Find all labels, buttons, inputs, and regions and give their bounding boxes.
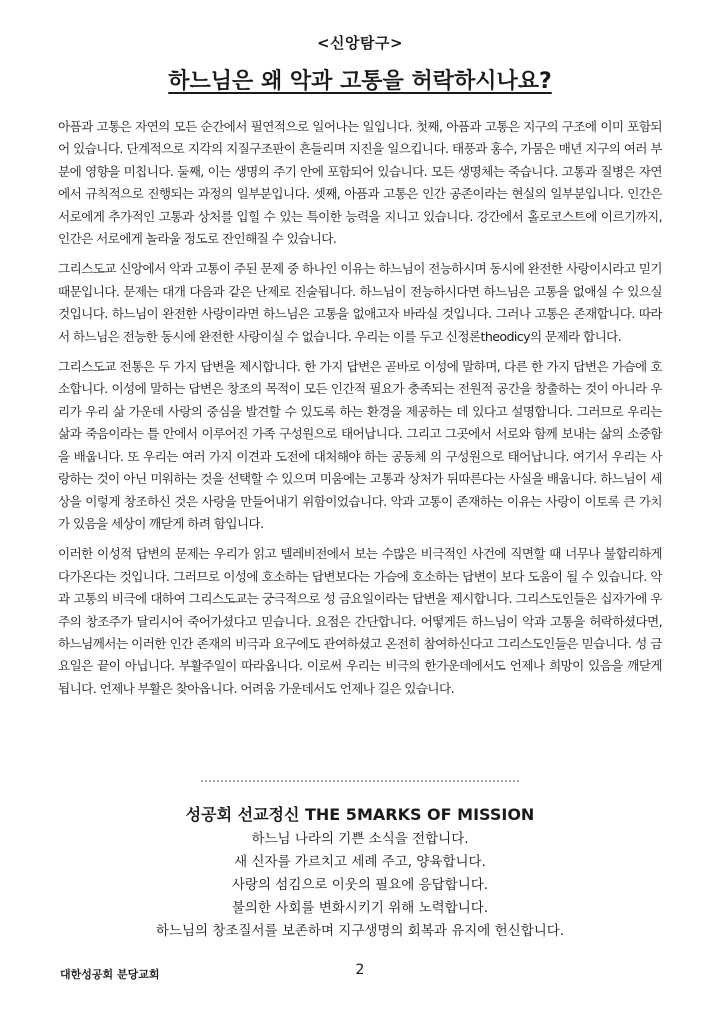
mark-item: 불의한 사회를 변화시키기 위해 노력합니다. [231,900,489,916]
page-title [0,64,720,95]
marks-title: 성공회 선교정신 THE 5MARKS OF MISSION [185,805,535,824]
footer-church-name: 대한성공회 분당교회 [60,968,160,981]
mark-item: 하느님의 창조질서를 보존하며 지구생명의 회복과 유지에 헌신합니다. [155,923,565,939]
article-paragraph: 그리스도교 신앙에서 악과 고통이 주된 문제 중 하나인 이유는 하느님이 전능하시며 동시에 완전한 사랑이시라고 믿기 때문입니다. 문제는 대개 다음과 같은 난제로 진술됩니다. 하느님이 전능하시다면 하느님은 고통을 없애실 수 있으실 것입니다. 하느님이 완전한 사랑이라면 하느님은 고통을 없애고자 바라실 것입니다. 그러나 고통은 존재합니다. 따라서 하느님은 전능한 동시에 완전한 사랑이실 수 없습니다. 우리는 이를 두고 신정론theodicy의 문제라 합니다. [58,261,662,344]
mark-item: 새 신자를 가르치고 세례 주고, 양육합니다. [234,854,486,870]
dotted-divider [200,779,520,783]
marks-list [0,828,720,943]
mark-item: 사랑의 섬김으로 이웃의 필요에 응답합니다. [231,877,489,893]
series-label: <신앙탐구> [316,34,404,52]
page-title-text: 하느님은 왜 악과 고통을 허락하시나요? [168,69,552,94]
page-number: 2 [355,962,365,978]
article-paragraph: 아픔과 고통은 자연의 모든 순간에서 필연적으로 일어나는 일입니다. 첫째, 아픔과 고통은 지구의 구조에 이미 포함되어 있습니다. 단계적으로 지각의 지질구조판이 흔들리며 지진을 일으킵니다. 태풍과 홍수, 가뭄은 매년 지구의 여러 부분에 영향을 미칩니다. 둘째, 이는 생명의 주기 안에 포함되어 있습니다. 모든 생명체는 죽습니다. 고통과 질병은 자연에서 규칙적으로 진행되는 과정의 일부분입니다. 셋째, 아픔과 고통은 인간 공존이라는 현실의 일부분입니다. 인간은 서로에게 추가적인 고통과 상처를 입힐 수 있는 특이한 능력을 지니고 있습니다. 강간에서 홀로코스트에 이르기까지, 인간은 서로에게 놀라울 정도로 잔인해질 수 있습니다. [58,119,662,247]
article-paragraph: 그리스도교 전통은 두 가지 답변을 제시합니다. 한 가지 답변은 곧바로 이성에 말하며, 다른 한 가지 답변은 가슴에 호소합니다. 이성에 말하는 답변은 창조의 목적이 모든 인간적 필요가 충족되는 전원적 공간을 창출하는 것이 아니라 우리가 우리 삶 가운데 사랑의 중심을 발견할 수 있도록 하는 환경을 제공하는 데 있다고 설명합니다. 그러므로 우리는 삶과 죽음이라는 틀 안에서 이루어진 가족 구성원으로 태어납니다. 그리고 그곳에서 서로와 함께 보내는 삶의 소중함을 배웁니다. 또 우리는 여러 가지 이견과 도전에 대처해야 하는 공동체 의 구성원으로 태어납니다. 여기서 우리는 사랑하는 것이 아닌 미워하는 것을 선택할 수 있으며 미움에는 고통과 상처가 뒤따른다는 사실을 배웁니다. 하느님이 세상을 이렇게 창조하신 것은 사랑을 만들어내기 위함이었습니다. 악과 고통이 존재하는 이유는 사랑이 이토록 큰 가치가 있음을 세상이 깨닫게 하려 함입니다. [58,359,662,531]
article-paragraph: 이러한 이성적 답변의 문제는 우리가 읽고 텔레비전에서 보는 수많은 비극적인 사건에 직면할 때 너무나 불합리하게 다가온다는 것입니다. 그러므로 이성에 호소하는 답변보다는 가슴에 호소하는 답변이 보다 도움이 될 수 있습니다. 악과 고통의 비극에 대하여 그리스도교는 궁극적으로 성 금요일이라는 답변을 제시합니다. 그리스도인들은 십자가에 우주의 창조주가 달리시어 죽어가셨다고 믿습니다. 요점은 간단합니다. 어떻게든 하느님이 악과 고통을 허락하셨다면, 하느님께서는 이러한 인간 존재의 비극과 요구에도 관여하셨고 온전히 참여하신다고 그리스도인들은 믿습니다. 성 금요일은 끝이 아닙니다. 부활주일이 따라옵니다. 이로써 우리는 비극의 한가운데에서도 언제나 희망이 있음을 깨닫게 됩니다. 언제나 부활은 찾아옵니다. 어려움 가운데서도 언제나 길은 있습니다. [58,546,662,696]
mark-item: 하느님 나라의 기쁜 소식을 전합니다. [251,831,469,847]
article-body [58,116,662,708]
